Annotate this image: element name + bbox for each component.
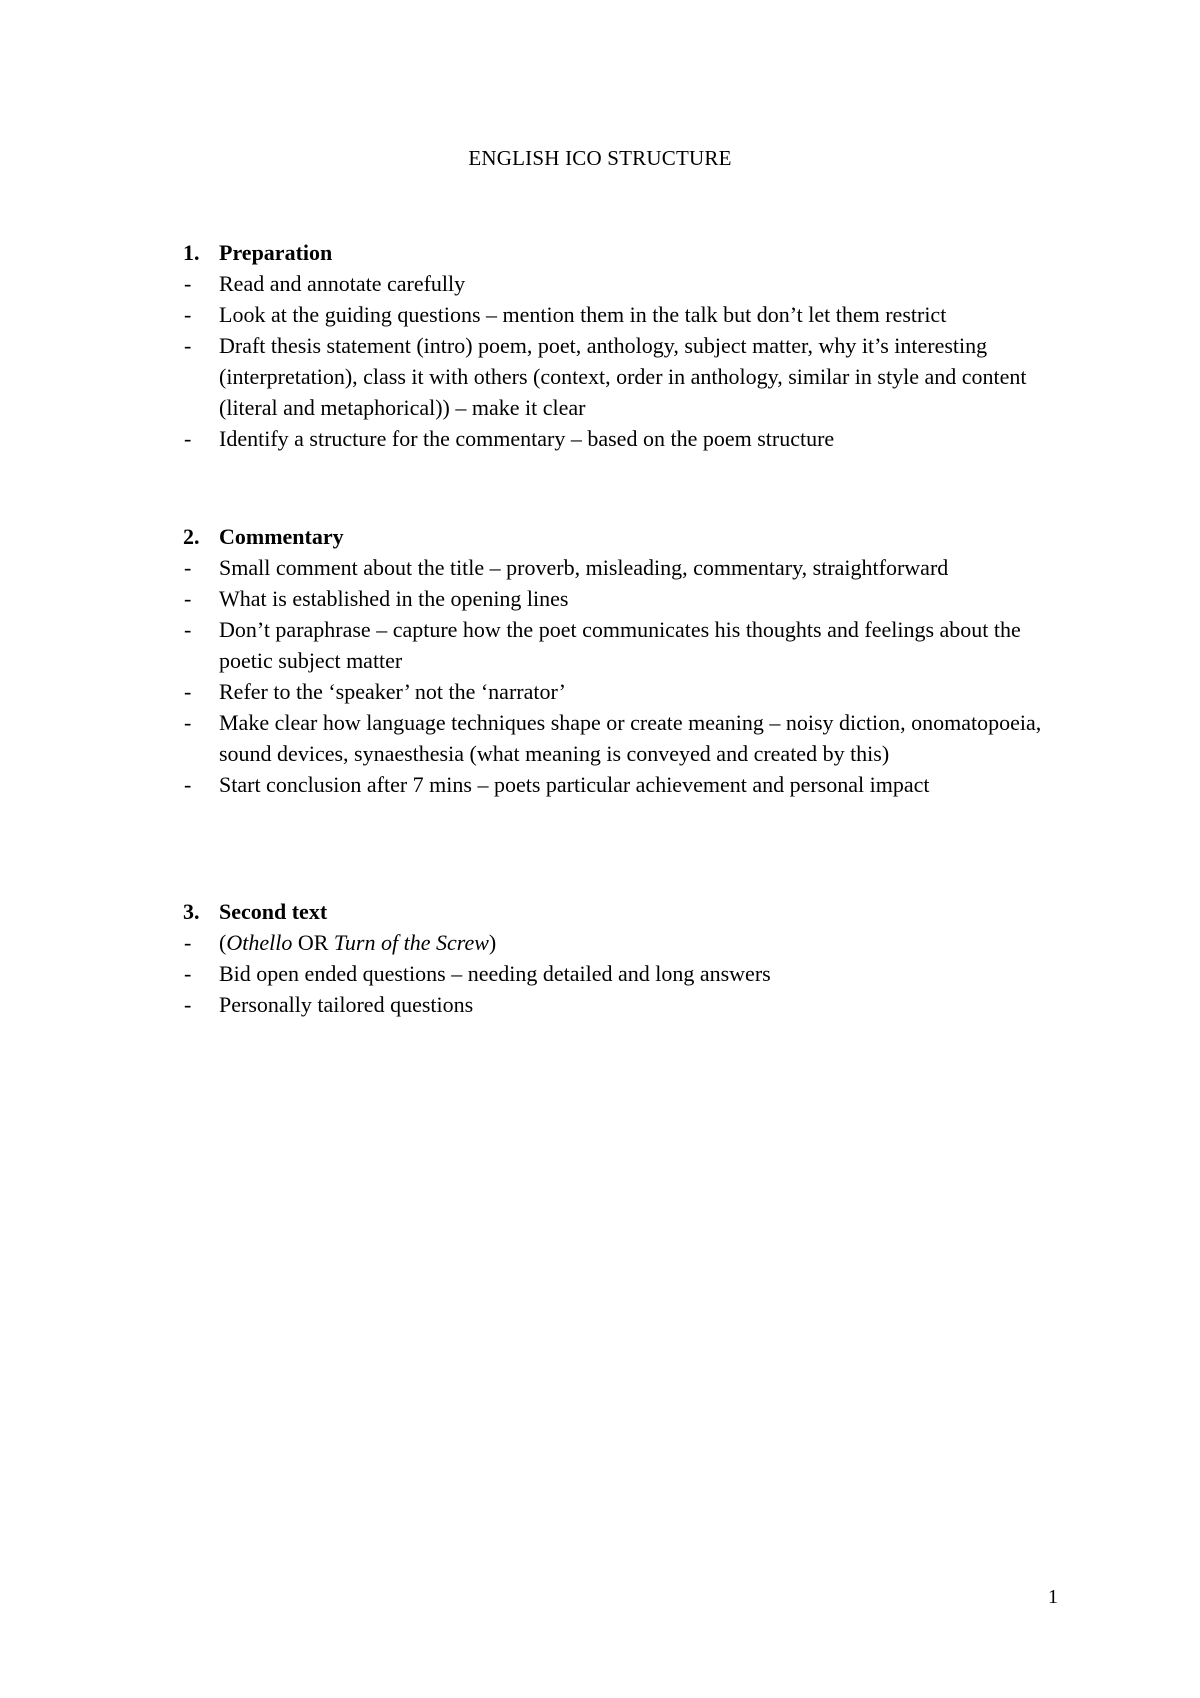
section-commentary bbox=[0, 521, 1200, 800]
bullet-dash: - bbox=[184, 992, 192, 1017]
list-item-text bbox=[219, 927, 1059, 958]
section-number: 2. bbox=[183, 524, 200, 549]
list-item bbox=[0, 552, 1059, 583]
list-item bbox=[0, 769, 1059, 800]
list-item bbox=[0, 583, 1059, 614]
section-second-text bbox=[0, 896, 1200, 1020]
list-item-text: Bid open ended questions – needing detailed and long answers bbox=[219, 961, 771, 986]
list-item-text: Personally tailored questions bbox=[219, 992, 474, 1017]
bullet-dash: - bbox=[184, 426, 192, 451]
bullet-dash: - bbox=[184, 555, 192, 580]
list-item-text: Read and annotate carefully bbox=[219, 271, 466, 296]
close-paren: ) bbox=[488, 930, 497, 955]
list-item bbox=[0, 330, 1059, 423]
bullet-dash: - bbox=[184, 930, 192, 955]
section-title: Second text bbox=[219, 899, 328, 924]
list-item-text: Identify a structure for the commentary – based on the poem structure bbox=[219, 426, 835, 451]
bullet-dash: - bbox=[184, 679, 192, 704]
list-item-text: Look at the guiding questions – mention them in the talk but don’t let them restrict bbox=[219, 302, 947, 327]
list-item bbox=[0, 614, 1059, 676]
bullet-dash: - bbox=[184, 617, 192, 642]
section-preparation bbox=[0, 237, 1200, 454]
section-title: Commentary bbox=[219, 524, 344, 549]
section-heading bbox=[0, 521, 1200, 552]
bullet-dash: - bbox=[184, 333, 192, 358]
list-item bbox=[0, 268, 1059, 299]
list-item bbox=[0, 989, 1059, 1020]
bullet-dash: - bbox=[184, 271, 192, 296]
list-item-text: Make clear how language techniques shape or create meaning – noisy diction, onomatopoeia, sound devices, synaesthesia (what meaning is conveyed and created by this) bbox=[219, 710, 1042, 766]
list-item bbox=[0, 299, 1059, 330]
list-item-text: Start conclusion after 7 mins – poets particular achievement and personal impact bbox=[219, 772, 930, 797]
open-paren: ( bbox=[219, 930, 227, 955]
bullet-dash: - bbox=[184, 710, 192, 735]
list-item-texts-choice bbox=[0, 927, 1059, 958]
list-item-text: Small comment about the title – proverb, misleading, commentary, straightforward bbox=[219, 555, 949, 580]
list-item-text: Don’t paraphrase – capture how the poet communicates his thoughts and feelings about the poetic subject matter bbox=[219, 617, 1021, 673]
section-title: Preparation bbox=[219, 240, 333, 265]
section-heading bbox=[0, 896, 1200, 927]
list-item-text: What is established in the opening lines bbox=[219, 586, 569, 611]
list-item bbox=[0, 676, 1059, 707]
list-item bbox=[0, 958, 1059, 989]
list-item-text: Refer to the ‘speaker’ not the ‘narrator’ bbox=[219, 679, 566, 704]
list-item bbox=[0, 423, 1059, 454]
work-title-turn-of-the-screw: Turn of the Screw bbox=[333, 930, 489, 955]
list-item bbox=[0, 707, 1059, 769]
bullet-dash: - bbox=[184, 961, 192, 986]
page-title: ENGLISH ICO STRUCTURE bbox=[468, 146, 732, 170]
page-number: 1 bbox=[1048, 1586, 1058, 1608]
connector-text: OR bbox=[292, 930, 334, 955]
section-number: 3. bbox=[183, 899, 200, 924]
list-item-text: Draft thesis statement (intro) poem, poet, anthology, subject matter, why it’s interesting (interpretation), class it with others (context, order in anthology, similar in style and content (literal and metaphorical)) – make it clear bbox=[219, 333, 1027, 420]
work-title-othello: Othello bbox=[226, 930, 293, 955]
section-heading bbox=[0, 237, 1200, 268]
section-number: 1. bbox=[183, 240, 200, 265]
bullet-dash: - bbox=[184, 772, 192, 797]
bullet-dash: - bbox=[184, 302, 192, 327]
bullet-dash: - bbox=[184, 586, 192, 611]
